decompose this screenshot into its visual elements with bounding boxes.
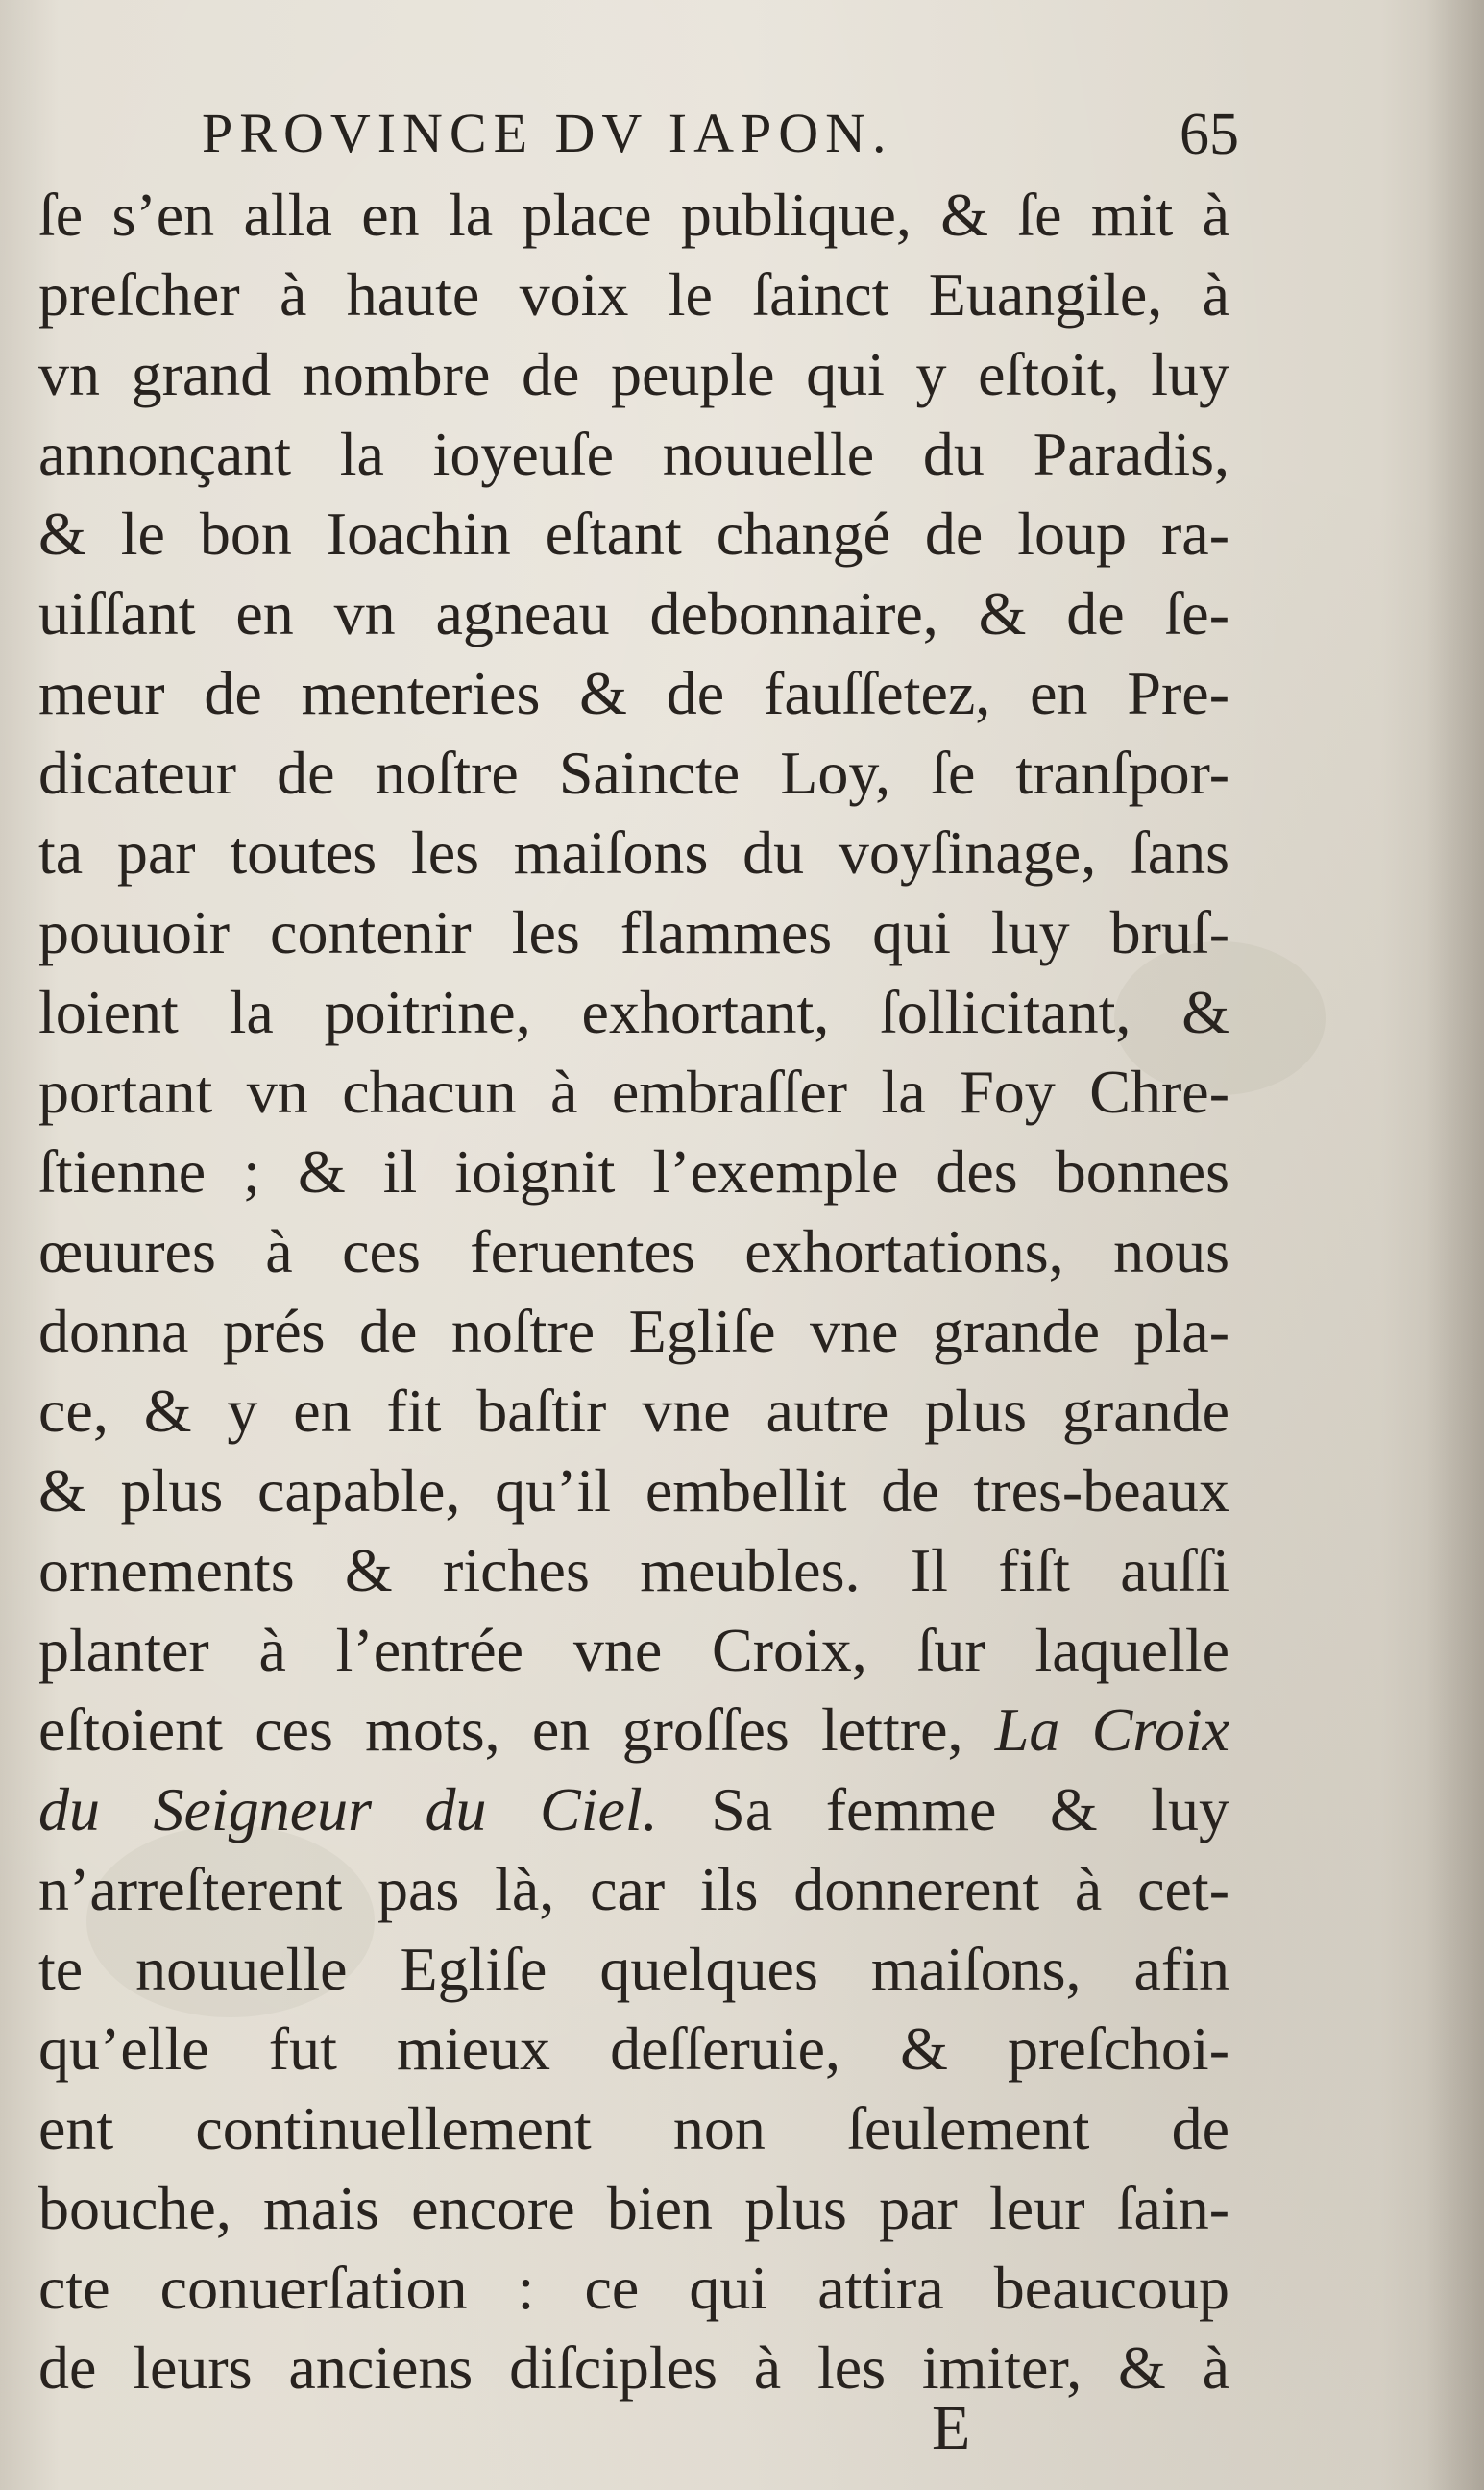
line-text: donna prés de noſtre Egliſe vne grande pla- xyxy=(38,1297,1229,1365)
line-text: & le bon Ioachin eſtant changé de loup ra- xyxy=(38,500,1229,568)
text-line xyxy=(38,1291,1229,1371)
text-line xyxy=(38,334,1229,414)
line-text: ſe s’en alla en la place publique, & ſe mit à xyxy=(38,181,1229,249)
line-text: annonçant la ioyeuſe nouuelle du Paradis, xyxy=(38,420,1229,488)
text-line xyxy=(38,1849,1229,1929)
text-line xyxy=(38,574,1229,653)
line-text: eſtoient ces mots, en groſſes lettre, xyxy=(38,1696,963,1764)
page-edge-shadow xyxy=(1426,0,1484,2490)
line-text: vn grand nombre de peuple qui y eſtoit, luy xyxy=(38,340,1229,408)
text-line xyxy=(38,1371,1229,1451)
text-line xyxy=(38,2168,1229,2248)
text-line xyxy=(38,1530,1229,1610)
line-text: preſcher à haute voix le ſainct Euangile, à xyxy=(38,260,1229,329)
line-text: ſtienne ; & il ioignit l’exemple des bonnes xyxy=(38,1137,1229,1206)
line-text: œuures à ces feruentes exhortations, nous xyxy=(38,1217,1229,1285)
text-line xyxy=(38,1052,1229,1132)
text-line xyxy=(38,2328,1229,2407)
text-line xyxy=(38,1770,1229,1849)
line-text: meur de menteries & de fauſſetez, en Pre- xyxy=(38,659,1229,727)
text-line xyxy=(38,494,1229,574)
line-text: ent continuellement non ſeulement de xyxy=(38,2094,1229,2162)
line-text: planter à l’entrée vne Croix, ſur laquelle xyxy=(38,1616,1229,1684)
line-text: cte conuerſation : ce qui attira beaucoup xyxy=(38,2254,1229,2322)
text-line xyxy=(38,1451,1229,1530)
italic-phrase: du Seigneur du Ciel. xyxy=(38,1775,658,1843)
text-line xyxy=(38,2248,1229,2328)
page-number: 65 xyxy=(1180,102,1239,167)
signature-mark: E xyxy=(932,2393,971,2463)
text-line xyxy=(38,972,1229,1052)
running-title: PROVINCE DV IAPON. xyxy=(202,102,893,164)
line-text: te nouuelle Egliſe quelques maiſons, afin xyxy=(38,1935,1229,2003)
line-text: bouche, mais encore bien plus par leur ſain- xyxy=(38,2174,1229,2242)
line-text: pouuoir contenir les flammes qui luy bruſ- xyxy=(38,898,1229,966)
line-text: & plus capable, qu’il embellit de tres-beaux xyxy=(38,1456,1229,1525)
line-text: ornements & riches meubles. Il fiſt auſſi xyxy=(38,1536,1229,1604)
text-line xyxy=(38,175,1229,255)
italic-phrase: La Croix xyxy=(994,1696,1229,1764)
line-text: ce, & y en fit baſtir vne autre plus grande xyxy=(38,1377,1229,1445)
text-line xyxy=(38,1211,1229,1291)
text-line xyxy=(38,1690,1229,1770)
line-text: portant vn chacun à embraſſer la Foy Chre- xyxy=(38,1058,1229,1126)
line-text: uiſſant en vn agneau debonnaire, & de ſe- xyxy=(38,579,1229,647)
text-line xyxy=(38,414,1229,494)
running-head xyxy=(202,101,1239,178)
text-line xyxy=(38,255,1229,334)
text-line xyxy=(38,733,1229,813)
text-line xyxy=(38,2009,1229,2088)
text-line xyxy=(38,2088,1229,2168)
line-text: dicateur de noſtre Saincte Loy, ſe tranſpor- xyxy=(38,739,1229,807)
line-text: loient la poitrine, exhortant, ſollicitant, & xyxy=(38,978,1229,1046)
line-text: ta par toutes les maiſons du voyſinage, ſans xyxy=(38,818,1229,887)
line-text: n’arreſterent pas là, car ils donnerent à cet- xyxy=(38,1855,1229,1923)
text-line xyxy=(38,813,1229,892)
text-line xyxy=(38,653,1229,733)
body-text xyxy=(38,175,1229,2407)
text-line xyxy=(38,892,1229,972)
text-line xyxy=(38,1929,1229,2009)
line-text: qu’elle fut mieux deſſeruie, & preſchoi- xyxy=(38,2014,1229,2083)
text-line xyxy=(38,1610,1229,1690)
text-line xyxy=(38,1132,1229,1211)
line-text: de leurs anciens diſciples à les imiter, & à xyxy=(38,2333,1229,2402)
line-text: Sa femme & luy xyxy=(711,1775,1229,1843)
